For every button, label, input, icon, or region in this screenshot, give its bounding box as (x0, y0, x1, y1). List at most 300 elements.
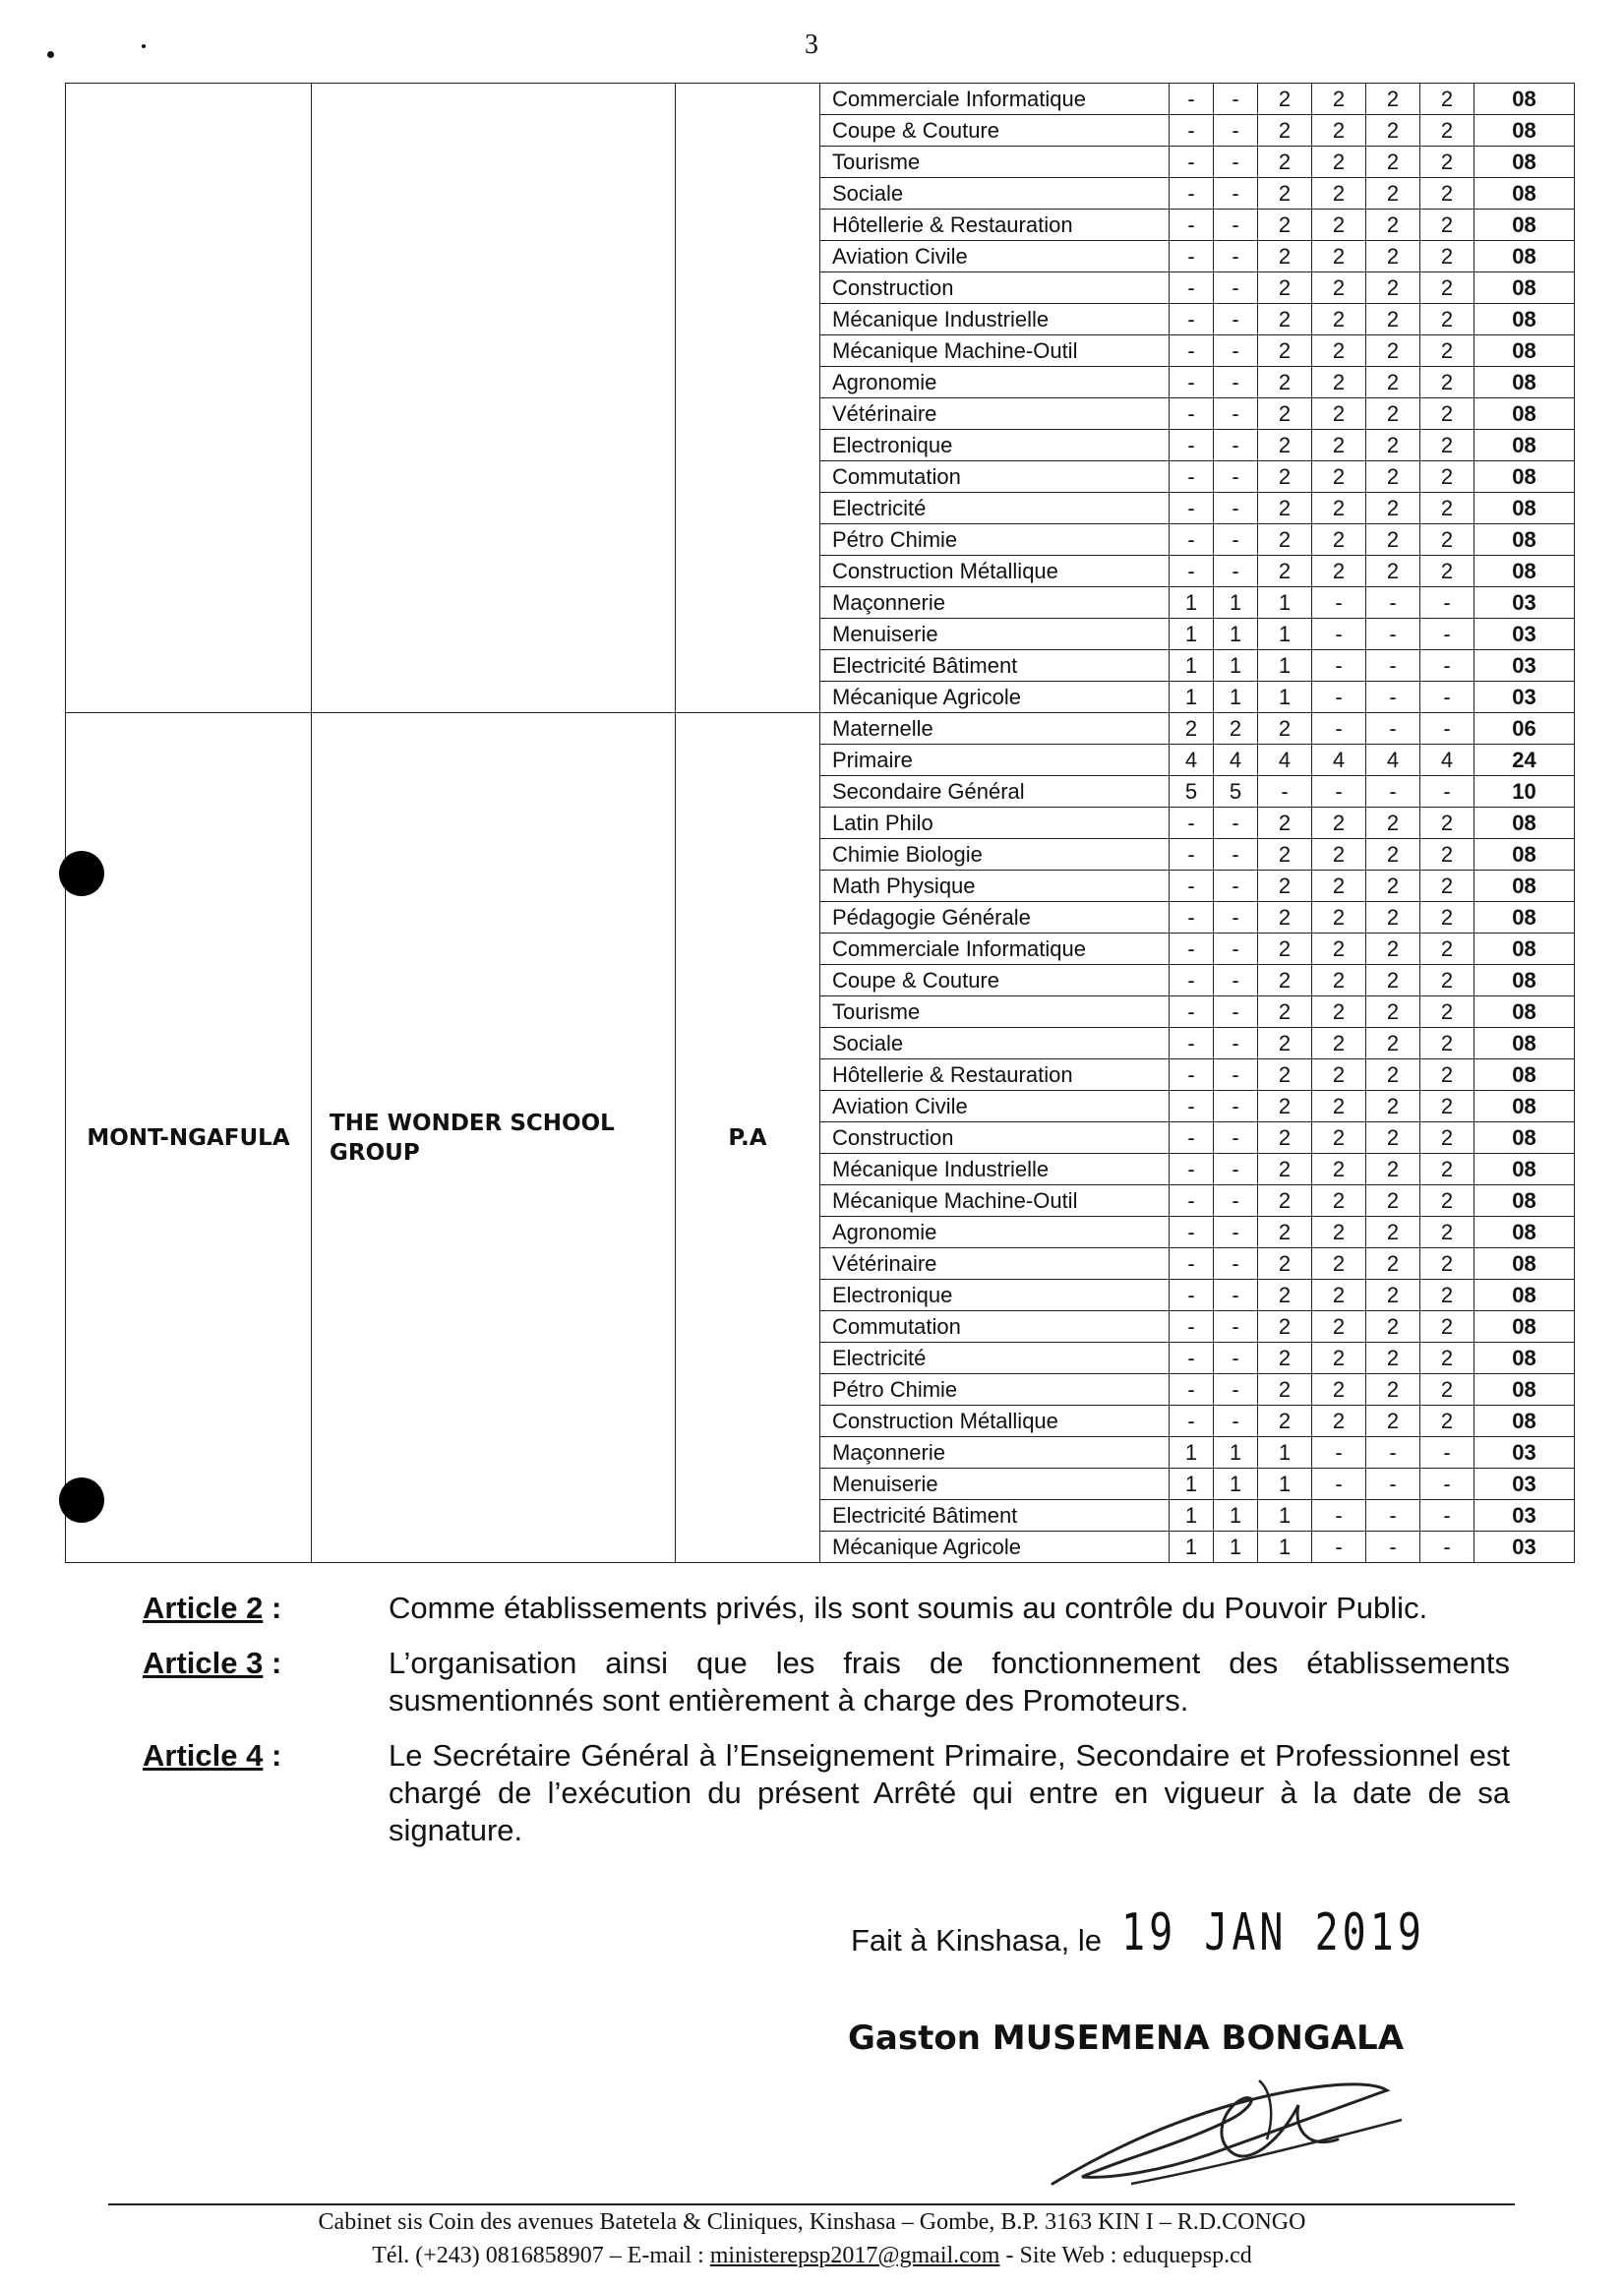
total-classes-cell: 03 (1474, 619, 1575, 650)
article-colon: : (263, 1738, 282, 1773)
option-name-cell: Maternelle (820, 713, 1170, 745)
level-count-cell: - (1170, 178, 1214, 210)
level-count-cell: - (1214, 556, 1258, 587)
level-count-cell: 2 (1258, 1343, 1312, 1374)
level-count-cell: 2 (1366, 335, 1420, 367)
level-count-cell: 2 (1258, 808, 1312, 839)
article-2 (143, 1590, 1510, 1627)
level-count-cell: - (1170, 1280, 1214, 1311)
level-count-cell: - (1366, 682, 1420, 713)
level-count-cell: 2 (1312, 808, 1366, 839)
level-count-cell: 2 (1420, 430, 1474, 461)
category-cell-empty (676, 84, 820, 713)
total-classes-cell: 03 (1474, 682, 1575, 713)
level-count-cell: 2 (1366, 1248, 1420, 1280)
level-count-cell: 2 (1420, 1185, 1474, 1217)
article-number: Article 3 (143, 1646, 264, 1680)
level-count-cell: - (1312, 619, 1366, 650)
level-count-cell: - (1170, 902, 1214, 934)
scan-speck (47, 51, 54, 58)
level-count-cell: - (1214, 367, 1258, 398)
level-count-cell: 2 (1312, 902, 1366, 934)
footer-website: - Site Web : eduquepsp.cd (999, 2243, 1252, 2268)
level-count-cell: 2 (1312, 1343, 1366, 1374)
level-count-cell: - (1214, 147, 1258, 178)
total-classes-cell: 08 (1474, 398, 1575, 430)
level-count-cell: 2 (1258, 934, 1312, 965)
level-count-cell: - (1214, 115, 1258, 147)
level-count-cell: 2 (1366, 1217, 1420, 1248)
level-count-cell: 2 (1258, 84, 1312, 115)
level-count-cell: - (1170, 1406, 1214, 1437)
total-classes-cell: 08 (1474, 1374, 1575, 1406)
level-count-cell: 2 (1312, 272, 1366, 304)
total-classes-cell: 08 (1474, 1248, 1575, 1280)
total-classes-cell: 08 (1474, 871, 1575, 902)
level-count-cell: 1 (1214, 1469, 1258, 1500)
level-count-cell: - (1214, 524, 1258, 556)
option-name-cell: Maçonnerie (820, 1437, 1170, 1469)
level-count-cell: 2 (1312, 1248, 1366, 1280)
option-name-cell: Primaire (820, 745, 1170, 776)
level-count-cell: 2 (1312, 1122, 1366, 1154)
total-classes-cell: 08 (1474, 1185, 1575, 1217)
total-classes-cell: 08 (1474, 430, 1575, 461)
level-count-cell: - (1366, 587, 1420, 619)
level-count-cell: 2 (1420, 210, 1474, 241)
option-name-cell: Menuiserie (820, 619, 1170, 650)
option-name-cell: Latin Philo (820, 808, 1170, 839)
option-name-cell: Aviation Civile (820, 241, 1170, 272)
total-classes-cell: 03 (1474, 587, 1575, 619)
level-count-cell: 2 (1258, 335, 1312, 367)
option-name-cell: Maçonnerie (820, 587, 1170, 619)
level-count-cell: 2 (1312, 115, 1366, 147)
level-count-cell: 2 (1366, 996, 1420, 1028)
level-count-cell: - (1312, 1500, 1366, 1532)
level-count-cell: 2 (1420, 178, 1474, 210)
level-count-cell: - (1214, 1343, 1258, 1374)
total-classes-cell: 03 (1474, 1469, 1575, 1500)
level-count-cell: 2 (1258, 1280, 1312, 1311)
level-count-cell: 2 (1366, 839, 1420, 871)
commune-cell-empty (66, 84, 312, 713)
option-name-cell: Hôtellerie & Restauration (820, 210, 1170, 241)
level-count-cell: 2 (1366, 902, 1420, 934)
option-name-cell: Hôtellerie & Restauration (820, 1059, 1170, 1091)
level-count-cell: 2 (1366, 461, 1420, 493)
option-name-cell: Construction Métallique (820, 1406, 1170, 1437)
level-count-cell: 2 (1258, 1374, 1312, 1406)
level-count-cell: 2 (1366, 965, 1420, 996)
total-classes-cell: 03 (1474, 650, 1575, 682)
level-count-cell: - (1170, 493, 1214, 524)
level-count-cell: 2 (1366, 1280, 1420, 1311)
level-count-cell: - (1420, 776, 1474, 808)
level-count-cell: 2 (1258, 965, 1312, 996)
level-count-cell: 1 (1258, 1500, 1312, 1532)
total-classes-cell: 03 (1474, 1437, 1575, 1469)
level-count-cell: - (1420, 650, 1474, 682)
level-count-cell: 2 (1366, 115, 1420, 147)
option-name-cell: Construction Métallique (820, 556, 1170, 587)
signer-name: Gaston MUSEMENA BONGALA (848, 2019, 1405, 2058)
level-count-cell: - (1170, 115, 1214, 147)
level-count-cell: 2 (1312, 1059, 1366, 1091)
level-count-cell: 2 (1258, 1248, 1312, 1280)
total-classes-cell: 08 (1474, 1154, 1575, 1185)
level-count-cell: 2 (1170, 713, 1214, 745)
level-count-cell: 2 (1366, 210, 1420, 241)
total-classes-cell: 08 (1474, 1059, 1575, 1091)
level-count-cell: 2 (1258, 430, 1312, 461)
level-count-cell: 1 (1214, 1532, 1258, 1563)
commune-cell: MONT-NGAFULA (66, 713, 312, 1563)
level-count-cell: - (1312, 713, 1366, 745)
option-name-cell: Chimie Biologie (820, 839, 1170, 871)
total-classes-cell: 06 (1474, 713, 1575, 745)
level-count-cell: 2 (1420, 1028, 1474, 1059)
level-count-cell: 2 (1312, 1374, 1366, 1406)
level-count-cell: - (1170, 304, 1214, 335)
level-count-cell: - (1366, 1437, 1420, 1469)
level-count-cell: 2 (1420, 398, 1474, 430)
total-classes-cell: 08 (1474, 84, 1575, 115)
option-name-cell: Sociale (820, 178, 1170, 210)
level-count-cell: 2 (1366, 1122, 1420, 1154)
level-count-cell: 2 (1312, 1406, 1366, 1437)
level-count-cell: 2 (1366, 304, 1420, 335)
level-count-cell: - (1214, 1374, 1258, 1406)
level-count-cell: 2 (1366, 524, 1420, 556)
footer-address: Cabinet sis Coin des avenues Batetela & Cliniques, Kinshasa – Gombe, B.P. 3163 KIN I – R.D.CONGO (318, 2209, 1306, 2235)
level-count-cell: 4 (1312, 745, 1366, 776)
level-count-cell: 2 (1420, 1406, 1474, 1437)
level-count-cell: 2 (1258, 147, 1312, 178)
total-classes-cell: 08 (1474, 1122, 1575, 1154)
level-count-cell: - (1170, 367, 1214, 398)
level-count-cell: - (1366, 650, 1420, 682)
level-count-cell: 2 (1420, 556, 1474, 587)
option-name-cell: Mécanique Machine-Outil (820, 335, 1170, 367)
level-count-cell: 2 (1420, 1280, 1474, 1311)
article-text: L’organisation ainsi que les frais de fonctionnement des établissements susmentionnés sont entièrement à charge des Promoteurs. (389, 1646, 1510, 1718)
level-count-cell: 1 (1258, 650, 1312, 682)
level-count-cell: 1 (1258, 1532, 1312, 1563)
option-name-cell: Sociale (820, 1028, 1170, 1059)
total-classes-cell: 08 (1474, 461, 1575, 493)
level-count-cell: 2 (1366, 1154, 1420, 1185)
level-count-cell: 2 (1312, 1217, 1366, 1248)
date-stamp: 19 JAN 2019 (1121, 1903, 1425, 1962)
school-allocation-table (65, 83, 1575, 1563)
level-count-cell: 2 (1258, 493, 1312, 524)
level-count-cell: 2 (1258, 1154, 1312, 1185)
footer-email-link[interactable]: ministerepsp2017@gmail.com (709, 2243, 1000, 2268)
total-classes-cell: 08 (1474, 839, 1575, 871)
level-count-cell: 1 (1170, 1500, 1214, 1532)
level-count-cell: 2 (1312, 461, 1366, 493)
level-count-cell: - (1312, 776, 1366, 808)
option-name-cell: Pédagogie Générale (820, 902, 1170, 934)
level-count-cell: - (1366, 1469, 1420, 1500)
option-name-cell: Aviation Civile (820, 1091, 1170, 1122)
level-count-cell: - (1214, 871, 1258, 902)
total-classes-cell: 24 (1474, 745, 1575, 776)
level-count-cell: 2 (1366, 1374, 1420, 1406)
level-count-cell: 2 (1258, 839, 1312, 871)
level-count-cell: 1 (1170, 1437, 1214, 1469)
option-name-cell: Commutation (820, 461, 1170, 493)
level-count-cell: - (1420, 619, 1474, 650)
level-count-cell: - (1170, 1185, 1214, 1217)
level-count-cell: - (1214, 430, 1258, 461)
level-count-cell: 2 (1258, 304, 1312, 335)
level-count-cell: 2 (1420, 84, 1474, 115)
option-name-cell: Mécanique Agricole (820, 1532, 1170, 1563)
articles-section (143, 1590, 1510, 1867)
level-count-cell: 2 (1420, 839, 1474, 871)
level-count-cell: 2 (1366, 1343, 1420, 1374)
level-count-cell: 1 (1214, 650, 1258, 682)
level-count-cell: 2 (1420, 1343, 1474, 1374)
level-count-cell: - (1312, 682, 1366, 713)
level-count-cell: 2 (1258, 1185, 1312, 1217)
level-count-cell: 1 (1214, 619, 1258, 650)
option-name-cell: Mécanique Agricole (820, 682, 1170, 713)
level-count-cell: 2 (1258, 241, 1312, 272)
level-count-cell: - (1214, 210, 1258, 241)
level-count-cell: 1 (1170, 1469, 1214, 1500)
option-name-cell: Pétro Chimie (820, 524, 1170, 556)
article-label (143, 1645, 389, 1719)
level-count-cell: - (1420, 1469, 1474, 1500)
option-name-cell: Math Physique (820, 871, 1170, 902)
level-count-cell: - (1214, 1154, 1258, 1185)
level-count-cell: 4 (1214, 745, 1258, 776)
table-row (66, 713, 1575, 745)
level-count-cell: 2 (1366, 934, 1420, 965)
level-count-cell: 2 (1366, 84, 1420, 115)
level-count-cell: 2 (1258, 272, 1312, 304)
level-count-cell: - (1170, 1154, 1214, 1185)
level-count-cell: - (1214, 1217, 1258, 1248)
level-count-cell: - (1214, 902, 1258, 934)
level-count-cell: - (1420, 587, 1474, 619)
school-name-cell: THE WONDER SCHOOL GROUP (312, 713, 676, 1563)
scan-speck (142, 44, 146, 48)
option-name-cell: Vétérinaire (820, 1248, 1170, 1280)
option-name-cell: Electricité Bâtiment (820, 1500, 1170, 1532)
level-count-cell: 2 (1420, 335, 1474, 367)
option-name-cell: Tourisme (820, 147, 1170, 178)
level-count-cell: 2 (1366, 1185, 1420, 1217)
total-classes-cell: 08 (1474, 808, 1575, 839)
level-count-cell: 2 (1312, 1185, 1366, 1217)
level-count-cell: 2 (1258, 1059, 1312, 1091)
option-name-cell: Secondaire Général (820, 776, 1170, 808)
level-count-cell: - (1214, 1185, 1258, 1217)
level-count-cell: - (1170, 839, 1214, 871)
level-count-cell: 2 (1420, 871, 1474, 902)
level-count-cell: - (1366, 776, 1420, 808)
level-count-cell: 2 (1258, 556, 1312, 587)
level-count-cell: - (1214, 241, 1258, 272)
level-count-cell: - (1214, 839, 1258, 871)
level-count-cell: - (1170, 1059, 1214, 1091)
level-count-cell: - (1170, 272, 1214, 304)
level-count-cell: 2 (1420, 996, 1474, 1028)
level-count-cell: 2 (1366, 871, 1420, 902)
handwritten-signature (1013, 2061, 1426, 2208)
level-count-cell: 2 (1312, 304, 1366, 335)
level-count-cell: 4 (1366, 745, 1420, 776)
level-count-cell: - (1170, 871, 1214, 902)
option-name-cell: Mécanique Industrielle (820, 304, 1170, 335)
page-number: 3 (805, 30, 818, 60)
level-count-cell: - (1312, 587, 1366, 619)
option-name-cell: Mécanique Industrielle (820, 1154, 1170, 1185)
level-count-cell: 2 (1366, 1311, 1420, 1343)
level-count-cell: - (1420, 713, 1474, 745)
total-classes-cell: 08 (1474, 493, 1575, 524)
level-count-cell: 5 (1170, 776, 1214, 808)
total-classes-cell: 08 (1474, 241, 1575, 272)
article-text: Comme établissements privés, ils sont soumis au contrôle du Pouvoir Public. (389, 1591, 1428, 1625)
level-count-cell: 2 (1258, 996, 1312, 1028)
option-name-cell: Electronique (820, 430, 1170, 461)
option-name-cell: Mécanique Machine-Outil (820, 1185, 1170, 1217)
footer-contact (0, 2243, 1624, 2269)
option-name-cell: Electronique (820, 1280, 1170, 1311)
footer-rule (108, 2203, 1515, 2205)
level-count-cell: 2 (1312, 367, 1366, 398)
level-count-cell: 2 (1420, 1311, 1474, 1343)
level-count-cell: 2 (1420, 304, 1474, 335)
level-count-cell: 4 (1420, 745, 1474, 776)
level-count-cell: 2 (1258, 178, 1312, 210)
level-count-cell: - (1170, 1311, 1214, 1343)
level-count-cell: 2 (1258, 461, 1312, 493)
total-classes-cell: 08 (1474, 210, 1575, 241)
option-name-cell: Tourisme (820, 996, 1170, 1028)
table-row (66, 84, 1575, 115)
level-count-cell: 2 (1258, 1311, 1312, 1343)
total-classes-cell: 08 (1474, 178, 1575, 210)
level-count-cell: 2 (1420, 461, 1474, 493)
level-count-cell: - (1420, 1437, 1474, 1469)
level-count-cell: - (1366, 619, 1420, 650)
level-count-cell: 2 (1312, 335, 1366, 367)
level-count-cell: - (1170, 996, 1214, 1028)
level-count-cell: - (1170, 1217, 1214, 1248)
level-count-cell: 2 (1420, 902, 1474, 934)
level-count-cell: 2 (1366, 272, 1420, 304)
option-name-cell: Commerciale Informatique (820, 84, 1170, 115)
level-count-cell: - (1214, 335, 1258, 367)
category-cell: P.A (676, 713, 820, 1563)
total-classes-cell: 08 (1474, 996, 1575, 1028)
level-count-cell: 2 (1420, 965, 1474, 996)
level-count-cell: 2 (1258, 367, 1312, 398)
option-name-cell: Electricité (820, 493, 1170, 524)
level-count-cell: 2 (1420, 808, 1474, 839)
level-count-cell: 2 (1420, 493, 1474, 524)
total-classes-cell: 08 (1474, 335, 1575, 367)
level-count-cell: 2 (1420, 1248, 1474, 1280)
level-count-cell: - (1214, 304, 1258, 335)
total-classes-cell: 08 (1474, 147, 1575, 178)
level-count-cell: 2 (1366, 178, 1420, 210)
level-count-cell: - (1214, 1248, 1258, 1280)
option-name-cell: Commerciale Informatique (820, 934, 1170, 965)
level-count-cell: 2 (1312, 839, 1366, 871)
article-number: Article 4 (143, 1738, 264, 1773)
level-count-cell: 4 (1170, 745, 1214, 776)
level-count-cell: - (1214, 461, 1258, 493)
total-classes-cell: 08 (1474, 1028, 1575, 1059)
level-count-cell: - (1214, 1311, 1258, 1343)
level-count-cell: - (1170, 84, 1214, 115)
level-count-cell: - (1214, 493, 1258, 524)
level-count-cell: 1 (1258, 1437, 1312, 1469)
level-count-cell: 2 (1312, 241, 1366, 272)
level-count-cell: 2 (1312, 556, 1366, 587)
level-count-cell: 5 (1214, 776, 1258, 808)
level-count-cell: - (1366, 1532, 1420, 1563)
article-label (143, 1737, 389, 1849)
level-count-cell: 2 (1420, 934, 1474, 965)
level-count-cell: - (1214, 1028, 1258, 1059)
article-colon: : (263, 1591, 282, 1625)
level-count-cell: 2 (1258, 902, 1312, 934)
level-count-cell: - (1312, 1469, 1366, 1500)
level-count-cell: 2 (1420, 241, 1474, 272)
level-count-cell: - (1214, 965, 1258, 996)
level-count-cell: 2 (1312, 398, 1366, 430)
level-count-cell: 2 (1258, 210, 1312, 241)
level-count-cell: 1 (1258, 619, 1312, 650)
level-count-cell: 2 (1420, 1091, 1474, 1122)
level-count-cell: - (1170, 556, 1214, 587)
option-name-cell: Agronomie (820, 367, 1170, 398)
level-count-cell: - (1312, 1532, 1366, 1563)
level-count-cell: 1 (1170, 619, 1214, 650)
level-count-cell: 2 (1312, 493, 1366, 524)
level-count-cell: 1 (1214, 1500, 1258, 1532)
level-count-cell: - (1170, 1248, 1214, 1280)
level-count-cell: - (1214, 272, 1258, 304)
level-count-cell: 1 (1170, 587, 1214, 619)
level-count-cell: 2 (1366, 1406, 1420, 1437)
option-name-cell: Construction (820, 1122, 1170, 1154)
level-count-cell: - (1214, 84, 1258, 115)
level-count-cell: 2 (1312, 1028, 1366, 1059)
level-count-cell: 2 (1312, 430, 1366, 461)
total-classes-cell: 08 (1474, 272, 1575, 304)
level-count-cell: 2 (1258, 115, 1312, 147)
article-text: Le Secrétaire Général à l’Enseignement Primaire, Secondaire et Professionnel est chargé de l’exécution du présent Arrêté qui entre en vigueur à la date de sa signature. (389, 1738, 1510, 1847)
level-count-cell: - (1170, 241, 1214, 272)
total-classes-cell: 08 (1474, 1406, 1575, 1437)
level-count-cell: 2 (1258, 1406, 1312, 1437)
level-count-cell: - (1214, 1280, 1258, 1311)
level-count-cell: 1 (1170, 650, 1214, 682)
level-count-cell: - (1366, 713, 1420, 745)
level-count-cell: 2 (1312, 210, 1366, 241)
option-name-cell: Agronomie (820, 1217, 1170, 1248)
total-classes-cell: 08 (1474, 1091, 1575, 1122)
